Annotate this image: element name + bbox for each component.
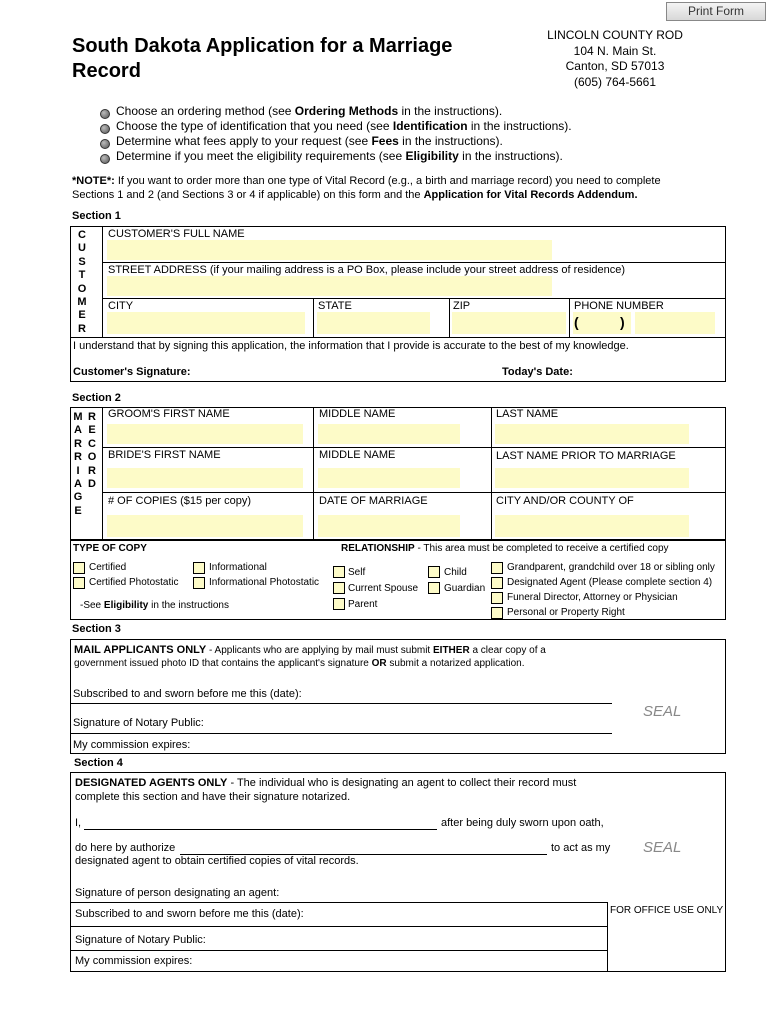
informational-label: Informational (209, 562, 267, 573)
bride-first-name-label: BRIDE'S FIRST NAME (108, 449, 221, 461)
designator-signature-label: Signature of person designating an agent: (75, 887, 280, 899)
section1-heading: Section 1 (72, 210, 121, 222)
relationship-heading: RELATIONSHIP - This area must be completed to receive a certified copy (341, 543, 669, 554)
child-checkbox[interactable] (428, 566, 440, 578)
grandparent-checkbox[interactable] (491, 562, 503, 574)
customer-signature-label: Customer's Signature: (73, 366, 191, 378)
bullet-icon (100, 154, 110, 164)
groom-last-name-field[interactable] (495, 424, 689, 444)
street-address-label: STREET ADDRESS (if your mailing address is a PO Box, please include your street address of residence) (108, 264, 626, 276)
state-field[interactable] (317, 312, 430, 334)
groom-middle-name-label: MIDDLE NAME (319, 408, 396, 420)
current-spouse-label: Current Spouse (348, 583, 419, 594)
office-phone: (605) 764-5661 (573, 74, 657, 89)
zip-field[interactable] (452, 312, 566, 334)
self-checkbox[interactable] (333, 566, 345, 578)
marriage-side-label: M A R R I A G E (73, 411, 83, 517)
phone-open-paren: ( (574, 314, 579, 330)
designator-name-line[interactable] (84, 829, 437, 830)
customer-name-field[interactable] (107, 240, 552, 260)
parent-label: Parent (348, 599, 378, 610)
bullet-icon (100, 124, 110, 134)
page-title: South Dakota Application for a Marriage Record (72, 35, 453, 82)
copies-field[interactable] (107, 515, 303, 537)
authorize-text: do here by authorize (75, 842, 176, 854)
commission-expires-label: My commission expires: (73, 739, 191, 751)
groom-last-name-label: LAST NAME (496, 408, 559, 420)
guardian-label: Guardian (444, 583, 486, 594)
groom-middle-name-field[interactable] (318, 424, 460, 444)
notary-signature-label: Signature of Notary Public: (73, 717, 204, 729)
designated-agent-text: designated agent to obtain certified copies of vital records. (75, 855, 359, 867)
i-prefix: I, (75, 817, 82, 829)
city-county-label: CITY AND/OR COUNTY OF (496, 495, 634, 507)
note: *NOTE*: If you want to order more than one type of Vital Record (e.g., a birth and marriage record) you need to complete Sections 1 and 2 (and Sections 3 or 4 if applicable) on this form and the Application for Vital Records Addendum. (72, 175, 661, 201)
office-address-line1: 104 N. Main St. (573, 43, 657, 58)
guardian-checkbox[interactable] (428, 582, 440, 594)
office-use-label: FOR OFFICE USE ONLY (610, 905, 724, 916)
state-label: STATE (318, 300, 352, 312)
affirmation-text: I understand that by signing this application, the information that I provide is accurate to the best of my knowledge. (73, 340, 629, 352)
bride-last-name-prior-label: LAST NAME PRIOR TO MARRIAGE (496, 450, 676, 462)
bride-first-name-field[interactable] (107, 468, 303, 488)
designated-agents-intro: DESIGNATED AGENTS ONLY - The individual who is designating an agent to collect their record must complete this section and have their signature notarized. (75, 777, 577, 803)
designated-agent-label: Designated Agent (Please complete section 4) (507, 577, 713, 588)
step-item: Choose the type of identification that you need (see Identification in the instructions). (116, 119, 572, 133)
section3-heading: Section 3 (72, 623, 121, 635)
personal-property-checkbox[interactable] (491, 607, 503, 619)
funeral-director-checkbox[interactable] (491, 592, 503, 604)
bullet-icon (100, 109, 110, 119)
designated-agent-checkbox[interactable] (491, 577, 503, 589)
street-address-field[interactable] (107, 276, 552, 296)
personal-property-label: Personal or Property Right (507, 607, 625, 618)
subscribed-date-label: Subscribed to and sworn before me this (date): (73, 688, 302, 700)
parent-checkbox[interactable] (333, 598, 345, 610)
informational-checkbox[interactable] (193, 562, 205, 574)
notary-seal-area: SEAL (643, 703, 682, 720)
agent-seal-area: SEAL (643, 839, 682, 856)
city-label: CITY (108, 300, 134, 312)
agent-subscribed-date-label: Subscribed to and sworn before me this (date): (75, 908, 304, 920)
zip-label: ZIP (453, 300, 471, 312)
grandparent-label: Grandparent, grandchild over 18 or sibling only (507, 562, 715, 573)
notary-signature-line[interactable] (70, 733, 612, 734)
self-label: Self (348, 567, 366, 578)
current-spouse-checkbox[interactable] (333, 582, 345, 594)
oath-text: after being duly sworn upon oath, (441, 817, 604, 829)
act-as-text: to act as my (551, 842, 611, 854)
city-field[interactable] (107, 312, 305, 334)
informational-photostatic-checkbox[interactable] (193, 577, 205, 589)
bullet-icon (100, 139, 110, 149)
bride-middle-name-label: MIDDLE NAME (319, 449, 396, 461)
todays-date-label: Today's Date: (502, 366, 573, 378)
step-item: Determine what fees apply to your request (see Fees in the instructions). (116, 134, 503, 148)
section2-heading: Section 2 (72, 392, 121, 404)
record-side-label: R E C O R D (87, 411, 97, 491)
certified-photostatic-checkbox[interactable] (73, 577, 85, 589)
certified-checkbox[interactable] (73, 562, 85, 574)
agent-notary-signature-label: Signature of Notary Public: (75, 934, 206, 946)
phone-number-field[interactable] (635, 312, 715, 334)
phone-label: PHONE NUMBER (574, 300, 664, 312)
phone-close-paren: ) (620, 314, 625, 330)
step-item: Determine if you meet the eligibility requirements (see Eligibility in the instructions). (116, 149, 563, 163)
child-label: Child (444, 567, 467, 578)
date-of-marriage-field[interactable] (318, 515, 460, 537)
date-of-marriage-label: DATE OF MARRIAGE (319, 495, 428, 507)
eligibility-note: -See Eligibility in the instructions (80, 600, 229, 611)
certified-label: Certified (89, 562, 127, 573)
type-of-copy-label: TYPE OF COPY (73, 543, 147, 554)
customer-side-label: C U S T O M E R (77, 229, 87, 335)
groom-first-name-label: GROOM'S FIRST NAME (108, 408, 230, 420)
funeral-director-label: Funeral Director, Attorney or Physician (507, 592, 678, 603)
copies-label: # OF COPIES ($15 per copy) (108, 495, 252, 507)
office-name: LINCOLN COUNTY ROD (547, 28, 683, 42)
customer-name-label: CUSTOMER'S FULL NAME (108, 228, 245, 240)
office-address-line2: Canton, SD 57013 (565, 59, 665, 73)
print-form-button[interactable]: Print Form (666, 2, 766, 21)
certified-photostatic-label: Certified Photostatic (89, 577, 179, 588)
bride-middle-name-field[interactable] (318, 468, 460, 488)
office-address (520, 28, 710, 90)
subscribed-date-line[interactable] (70, 703, 612, 704)
step-item: Choose an ordering method (see Ordering Methods in the instructions). (116, 104, 503, 118)
bride-last-name-prior-field[interactable] (495, 468, 689, 488)
section4-heading: Section 4 (74, 757, 123, 769)
informational-photostatic-label: Informational Photostatic (209, 577, 320, 588)
agent-commission-expires-label: My commission expires: (75, 955, 193, 967)
city-county-field[interactable] (495, 515, 689, 537)
groom-first-name-field[interactable] (107, 424, 303, 444)
mail-applicants-intro: MAIL APPLICANTS ONLY - Applicants who are applying by mail must submit EITHER a clear copy of a government issued photo ID that contains the applicant's signature OR submit a notarized application. (74, 644, 546, 669)
